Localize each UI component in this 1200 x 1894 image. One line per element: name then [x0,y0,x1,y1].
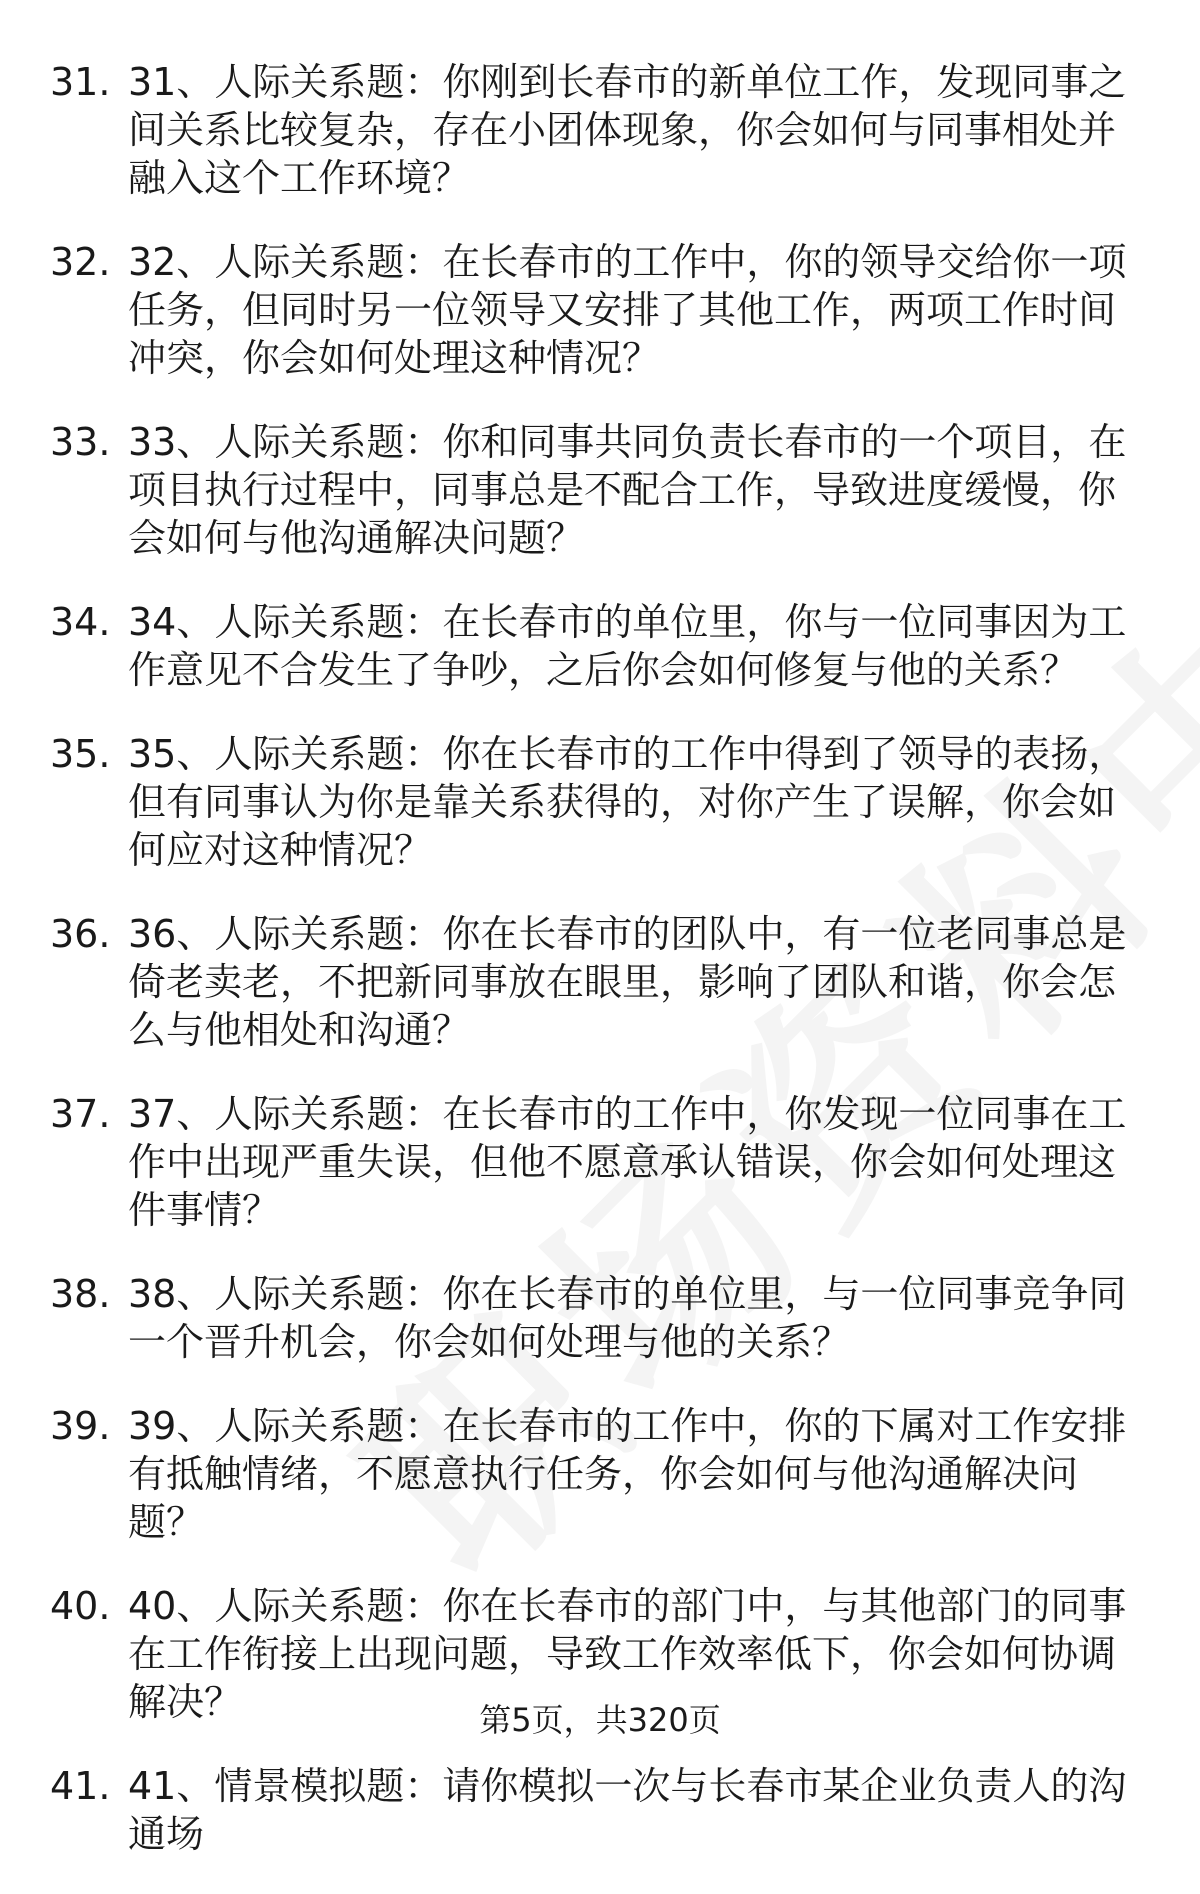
question-text: 40、人际关系题：你在长春市的部门中，与其他部门的同事在工作衔接上出现问题，导致工作效率低下，你会如何协调解决？ [128,1584,1127,1724]
question-text: 39、人际关系题：在长春市的工作中，你的下属对工作安排有抵触情绪，不愿意执行任务，你会如何与他沟通解决问题？ [128,1404,1127,1544]
question-item [50,418,1150,562]
question-number: 32. [50,240,111,284]
question-text: 41、情景模拟题：请你模拟一次与长春市某企业负责人的沟通场 [128,1764,1127,1856]
question-item [50,238,1150,382]
question-text: 33、人际关系题：你和同事共同负责长春市的一个项目，在项目执行过程中，同事总是不配合工作，导致进度缓慢，你会如何与他沟通解决问题？ [128,420,1127,560]
question-item [50,1090,1150,1234]
question-item [50,730,1150,874]
question-number: 37. [50,1092,111,1136]
question-item [50,910,1150,1054]
page-footer: 第5页，共320页 [479,1701,721,1739]
question-number: 40. [50,1584,111,1628]
question-item [50,58,1150,202]
question-text: 36、人际关系题：你在长春市的团队中，有一位老同事总是倚老卖老，不把新同事放在眼里，影响了团队和谐，你会怎么与他相处和沟通？ [128,912,1127,1052]
question-item [50,1762,1150,1858]
question-item [50,1270,1150,1366]
question-text: 31、人际关系题：你刚到长春市的新单位工作，发现同事之间关系比较复杂，存在小团体现象，你会如何与同事相处并融入这个工作环境？ [128,60,1127,200]
question-text: 32、人际关系题：在长春市的工作中，你的领导交给你一项任务，但同时另一位领导又安排了其他工作，两项工作时间冲突，你会如何处理这种情况？ [128,240,1127,380]
question-item [50,598,1150,694]
question-number: 41. [50,1764,111,1808]
question-number: 31. [50,60,111,104]
question-item [50,1402,1150,1546]
question-text: 35、人际关系题：你在长春市的工作中得到了领导的表扬，但有同事认为你是靠关系获得的，对你产生了误解，你会如何应对这种情况？ [128,732,1127,872]
question-number: 39. [50,1404,111,1448]
question-number: 38. [50,1272,111,1316]
question-number: 35. [50,732,111,776]
question-list [50,58,1150,1894]
question-number: 33. [50,420,111,464]
question-text: 34、人际关系题：在长春市的单位里，你与一位同事因为工作意见不合发生了争吵，之后你会如何修复与他的关系？ [128,600,1127,692]
question-text: 38、人际关系题：你在长春市的单位里，与一位同事竞争同一个晋升机会，你会如何处理与他的关系？ [128,1272,1127,1364]
question-number: 34. [50,600,111,644]
question-number: 36. [50,912,111,956]
question-text: 37、人际关系题：在长春市的工作中，你发现一位同事在工作中出现严重失误，但他不愿意承认错误，你会如何处理这件事情？ [128,1092,1127,1232]
